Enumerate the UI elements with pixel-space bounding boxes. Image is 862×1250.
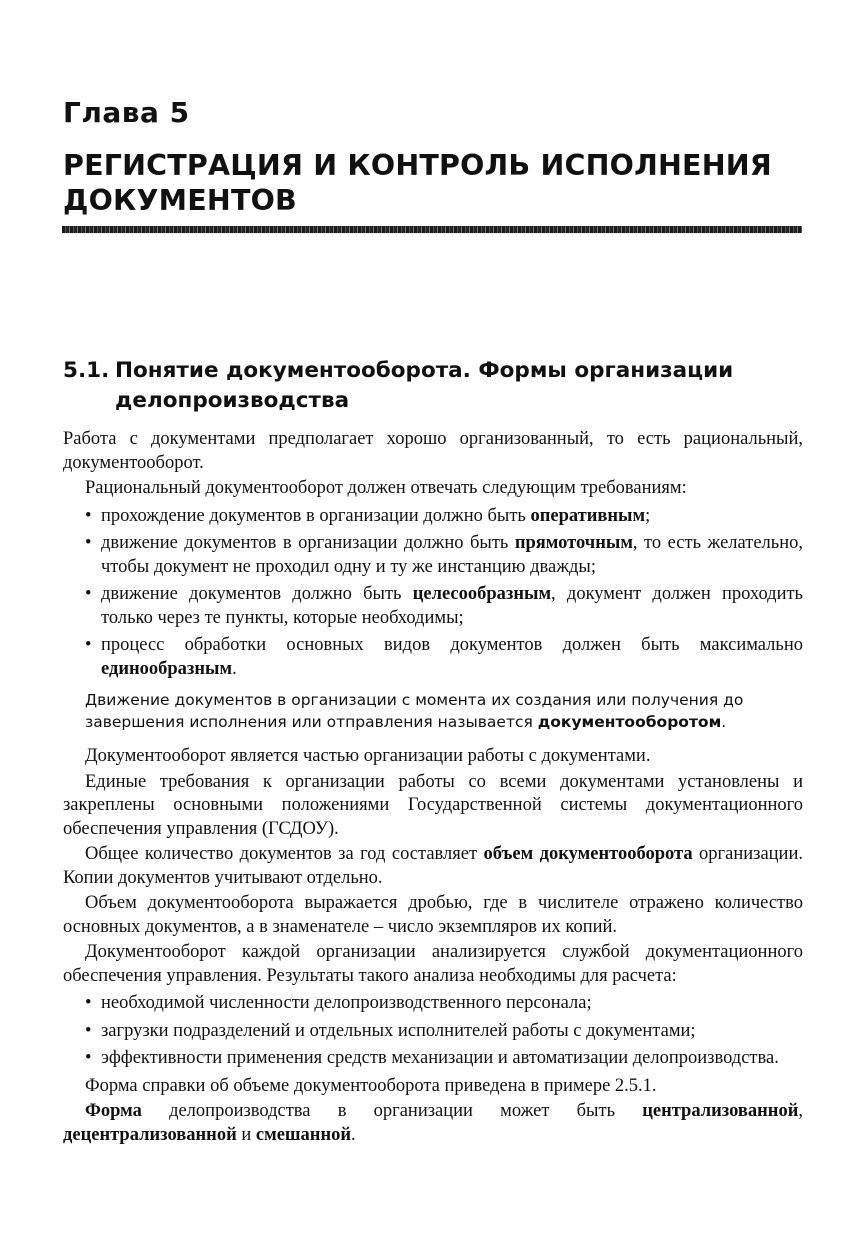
bullet-icon: • bbox=[85, 584, 92, 604]
requirements-list bbox=[63, 505, 803, 682]
list-item: • прохождение документов в организации должно быть оперативным; bbox=[63, 505, 803, 529]
bold-term: оперативным bbox=[530, 505, 646, 526]
paragraph: Общее количество документов за год составляет объем документооборота организации. Копии документов учитывают отдельно. bbox=[63, 844, 803, 888]
definition-box: Движение документов в организации с момента их создания или получения до завершения исполнения или отправления называется документооборотом. bbox=[85, 691, 744, 731]
bullet-icon: • bbox=[85, 505, 92, 526]
paragraph: Единые требования к организации работы со всеми документами установлены и закреплены основными положениями Государственной системы документационного обеспечения управления (ГСДОУ). bbox=[63, 771, 803, 839]
bold-term: документооборотом bbox=[537, 713, 722, 731]
bold-term: целесообразным bbox=[412, 584, 552, 604]
bullet-icon: • bbox=[85, 1048, 92, 1068]
bullet-icon: • bbox=[85, 635, 92, 655]
list-item: • движение документов должно быть целесообразным, документ должен проходить только через те пункты, которые необходимы; bbox=[85, 584, 803, 628]
bold-term: единообразным bbox=[101, 658, 233, 679]
bullet-icon: • bbox=[85, 1020, 92, 1041]
list-item: • процесс обработки основных видов документов должен быть максимально единообразным. bbox=[85, 635, 803, 679]
bold-term: прямоточным bbox=[514, 533, 633, 553]
chapter-label: Глава 5 bbox=[63, 96, 190, 129]
section-heading bbox=[63, 356, 803, 416]
calculation-list bbox=[63, 992, 803, 1071]
section-number: 5.1. bbox=[63, 358, 110, 383]
section-title-line2: делопроизводства bbox=[115, 388, 350, 413]
paragraph: Документооборот является частью организации работы с документами. bbox=[85, 746, 651, 766]
list-item: • движение документов в организации должно быть прямоточным, то есть желательно, чтобы документ не проходил одну и ту же инстанцию дважды; bbox=[85, 533, 803, 577]
chapter-divider bbox=[62, 226, 802, 233]
paragraph: Объем документооборота выражается дробью, где в числителе отражено количество основных документов, а в знаменателе – число экземпляров их копий. bbox=[63, 893, 803, 937]
paragraph: Работа с документами предполагает хорошо организованный, то есть рациональный, документооборот. bbox=[63, 429, 803, 473]
paragraph: Документооборот каждой организации анализируется службой документационного обеспечения управления. Результаты такого анализа необходимы для расчета: bbox=[63, 942, 803, 986]
paragraph: Рациональный документооборот должен отвечать следующим требованиям: bbox=[85, 478, 687, 498]
paragraph: Форма делопроизводства в организации может быть централизованной, децентрализованной и смешанной. bbox=[63, 1101, 803, 1145]
bold-term: объем документооборота bbox=[483, 844, 693, 864]
list-item: • необходимой численности делопроизводственного персонала; bbox=[63, 992, 803, 1016]
bold-term: Форма bbox=[85, 1101, 142, 1121]
list-item: • загрузки подразделений и отдельных исполнителей работы с документами; bbox=[63, 1020, 803, 1044]
bold-term: централизованной bbox=[642, 1101, 799, 1121]
section-title-line1: Понятие документооборота. Формы организации bbox=[115, 358, 734, 383]
bullet-icon: • bbox=[85, 993, 92, 1013]
bullet-icon: • bbox=[85, 533, 92, 553]
paragraph: Форма справки об объеме документооборота приведена в примере 2.5.1. bbox=[85, 1075, 657, 1096]
body-text bbox=[63, 428, 803, 1149]
chapter-title: РЕГИСТРАЦИЯ И КОНТРОЛЬ ИСПОЛНЕНИЯ ДОКУМЕНТОВ bbox=[63, 149, 772, 217]
bold-term: смешанной bbox=[255, 1124, 352, 1145]
bold-term: децентрализованной bbox=[63, 1124, 237, 1145]
list-item: • эффективности применения средств механизации и автоматизации делопроизводства. bbox=[63, 1047, 803, 1071]
